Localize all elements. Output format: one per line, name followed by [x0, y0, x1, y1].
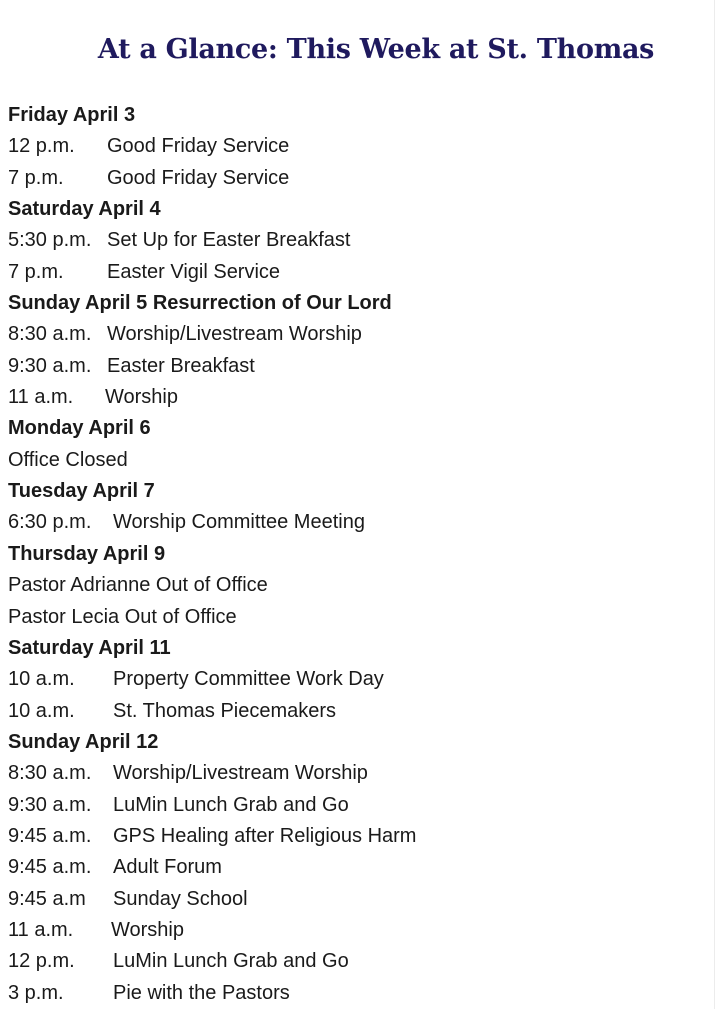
schedule-item: [8, 946, 708, 977]
schedule-item: [8, 570, 708, 601]
event-name: Pie with the Pastors: [113, 981, 290, 1004]
schedule-item: [8, 852, 708, 883]
event-name: Worship: [105, 386, 178, 409]
event-name: Worship Committee Meeting: [113, 511, 365, 534]
event-time: 12 p.m.: [8, 950, 75, 973]
event-name: Good Friday Service: [107, 135, 290, 158]
page-title: At a Glance: This Week at St. Thomas: [97, 34, 655, 65]
schedule-item: [8, 915, 708, 946]
day-heading: Saturday April 4: [8, 198, 161, 221]
schedule-item: [8, 225, 708, 256]
event-name: Worship: [111, 918, 184, 941]
schedule-item: [8, 821, 708, 852]
schedule-item: [8, 351, 708, 382]
day-heading: Saturday April 11: [8, 636, 171, 659]
event-name: Worship/Livestream Worship: [107, 323, 362, 346]
page-edge-divider: [714, 0, 715, 1009]
schedule-item: [8, 319, 708, 350]
weekly-schedule: [8, 100, 708, 1009]
event-name: Pastor Adrianne Out of Office: [8, 574, 268, 597]
day-heading: Tuesday April 7: [8, 480, 155, 503]
event-time: 6:30 p.m.: [8, 511, 92, 534]
event-time: 7 p.m.: [8, 166, 64, 189]
event-name: GPS Healing after Religious Harm: [113, 824, 417, 847]
event-name: Office Closed: [8, 448, 128, 471]
schedule-item: [8, 507, 708, 538]
event-time: 11 a.m.: [8, 386, 74, 409]
day-heading: Sunday April 12: [8, 730, 159, 753]
event-time: 12 p.m.: [8, 135, 75, 158]
event-name: Easter Breakfast: [107, 354, 255, 377]
event-name: Easter Vigil Service: [107, 260, 281, 283]
schedule-item: [8, 445, 708, 476]
event-time: 9:45 a.m.: [8, 856, 92, 879]
event-time: 9:45 a.m: [8, 887, 86, 910]
schedule-item: [8, 163, 708, 194]
event-time: 9:30 a.m.: [8, 793, 92, 816]
schedule-item: [8, 382, 708, 413]
event-time: 10 a.m.: [8, 668, 75, 691]
schedule-item: [8, 696, 708, 727]
schedule-item: [8, 790, 708, 821]
event-name: Sunday School: [113, 887, 248, 910]
event-time: 8:30 a.m.: [8, 762, 92, 785]
schedule-item: [8, 884, 708, 915]
event-time: 3 p.m.: [8, 981, 64, 1004]
event-name: Adult Forum: [113, 856, 222, 879]
day-heading: Thursday April 9: [8, 542, 166, 565]
day-heading: Friday April 3: [8, 104, 136, 126]
event-name: LuMin Lunch Grab and Go: [113, 793, 349, 816]
day-heading: Sunday April 5 Resurrection of Our Lord: [8, 292, 392, 315]
event-time: 10 a.m.: [8, 699, 75, 722]
event-name: Worship/Livestream Worship: [113, 762, 368, 785]
event-time: 11 a.m.: [8, 918, 74, 941]
event-name: Good Friday Service: [107, 166, 290, 189]
schedule-item: [8, 602, 708, 633]
day-heading: Monday April 6: [8, 417, 151, 440]
event-name: Property Committee Work Day: [113, 668, 384, 691]
event-time: 9:45 a.m.: [8, 824, 92, 847]
event-time: 7 p.m.: [8, 260, 64, 283]
schedule-item: [8, 664, 708, 695]
event-name: St. Thomas Piecemakers: [113, 699, 337, 722]
event-name: Pastor Lecia Out of Office: [8, 605, 237, 628]
event-name: LuMin Lunch Grab and Go: [113, 950, 349, 973]
event-time: 8:30 a.m.: [8, 323, 92, 346]
schedule-item: [8, 257, 708, 288]
schedule-item: [8, 978, 708, 1009]
schedule-item: [8, 758, 708, 789]
schedule-item: [8, 131, 708, 162]
event-name: Set Up for Easter Breakfast: [107, 229, 351, 252]
event-time: 9:30 a.m.: [8, 354, 92, 377]
event-time: 5:30 p.m.: [8, 229, 92, 252]
